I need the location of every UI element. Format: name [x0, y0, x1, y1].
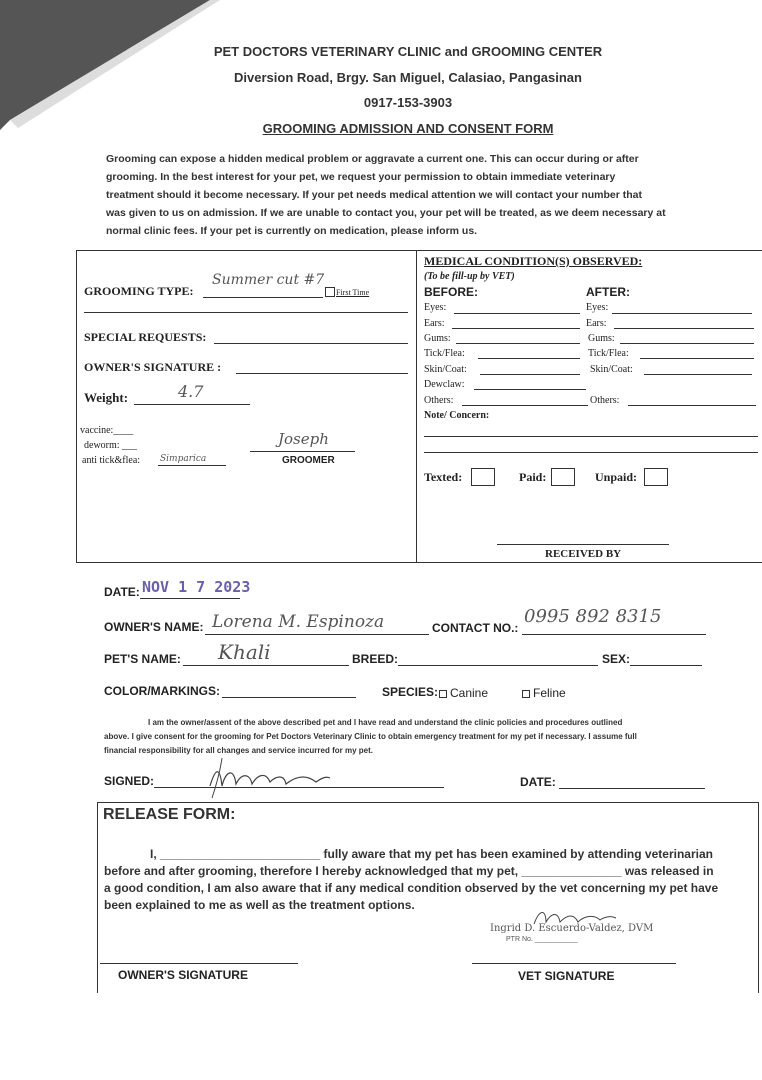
- after-gums: Gums:: [588, 333, 615, 344]
- note-line[interactable]: [424, 436, 758, 437]
- release-title: RELEASE FORM:: [103, 806, 236, 823]
- intro-line: normal clinic fees. If your pet is currently on medication, please inform us.: [106, 225, 478, 237]
- feline-checkbox[interactable]: [522, 690, 530, 698]
- texted-label: Texted:: [424, 470, 463, 484]
- paid-checkbox[interactable]: [551, 468, 575, 486]
- consent-line: financial responsibility for all changes and service incurred for my pet.: [104, 746, 373, 755]
- weight-label: Weight:: [84, 390, 129, 405]
- owner-signature-scribble[interactable]: [206, 756, 336, 800]
- intro-paragraph: [106, 150, 716, 240]
- first-time-label: First Time: [336, 288, 370, 297]
- before-others-line[interactable]: [462, 405, 588, 406]
- before-tick-line[interactable]: [478, 358, 580, 359]
- date-label: DATE:: [104, 585, 140, 599]
- release-line: I, ________________________ fully aware that my pet has been examined by attending veterinarian: [150, 847, 713, 861]
- vet-stamp-name: Ingrid D. Escuerdo-Valdez, DVM: [490, 923, 654, 934]
- vet-stamp-ptr: PTR No. ___________: [506, 936, 578, 943]
- date-line: [140, 598, 240, 599]
- signed-label: SIGNED:: [104, 774, 155, 788]
- color-line[interactable]: [222, 697, 356, 698]
- before-gums-line[interactable]: [456, 343, 580, 344]
- before-skin-line[interactable]: [480, 374, 580, 375]
- breed-label: BREED:: [352, 652, 399, 666]
- after-eyes-line[interactable]: [612, 313, 752, 314]
- grooming-type-line: [203, 297, 323, 298]
- paid-label: Paid:: [519, 470, 547, 484]
- clinic-address: Diversion Road, Brgy. San Miguel, Calasiao, Pangasinan: [234, 70, 582, 85]
- owners-signature-line[interactable]: [236, 373, 408, 374]
- contact-value[interactable]: 0995 892 8315: [524, 606, 662, 627]
- groomer-line: [250, 451, 355, 452]
- antitick-value[interactable]: Simparica: [160, 454, 207, 464]
- species-label: SPECIES:: [382, 685, 439, 699]
- sex-label: SEX:: [602, 652, 631, 666]
- before-tick: Tick/Flea:: [424, 348, 465, 359]
- after-skin: Skin/Coat:: [590, 364, 633, 375]
- unpaid-label: Unpaid:: [595, 470, 638, 484]
- groomer-label: GROOMER: [282, 455, 335, 466]
- owner-sig-label: OWNER'S SIGNATURE: [118, 968, 248, 982]
- after-others: Others:: [590, 395, 620, 406]
- before-dewclaw-line[interactable]: [474, 389, 586, 390]
- after-gums-line[interactable]: [620, 343, 754, 344]
- release-line: before and after grooming, therefore I hereby acknowledged that my pet, _______________ was released in: [104, 864, 714, 878]
- weight-line: [134, 404, 250, 405]
- clinic-phone: 0917-153-3903: [363, 95, 453, 110]
- antitick-label: anti tick&flea:: [82, 455, 141, 466]
- after-ears: Ears:: [586, 318, 607, 329]
- after-tick: Tick/Flea:: [588, 348, 629, 359]
- texted-checkbox[interactable]: [471, 468, 495, 486]
- before-label: BEFORE:: [424, 285, 478, 299]
- release-line: been explained to me as well as the treatment options.: [104, 898, 415, 912]
- color-label: COLOR/MARKINGS:: [104, 684, 220, 698]
- received-by-label: RECEIVED BY: [545, 548, 622, 560]
- breed-line[interactable]: [398, 665, 598, 666]
- antitick-line: [158, 465, 226, 466]
- before-eyes: Eyes:: [424, 302, 447, 313]
- before-ears: Ears:: [424, 318, 445, 329]
- first-time-checkbox[interactable]: [325, 287, 335, 297]
- pet-name-line: [183, 665, 349, 666]
- note-label: Note/ Concern:: [424, 410, 490, 421]
- received-by-line[interactable]: [497, 544, 669, 545]
- medical-subtitle: (To be fill-up by VET): [424, 271, 515, 282]
- after-ears-line[interactable]: [614, 328, 754, 329]
- owner-name-label: OWNER'S NAME:: [104, 620, 204, 634]
- release-paragraph: [104, 846, 754, 914]
- medical-title: MEDICAL CONDITION(S) OBSERVED:: [424, 254, 643, 268]
- after-others-line[interactable]: [628, 405, 756, 406]
- intro-line: Grooming can expose a hidden medical problem or aggravate a current one. This can occur during or after: [106, 153, 639, 165]
- deworm-label: deworm: ___: [84, 440, 138, 451]
- intro-line: treatment should it become necessary. If your pet needs medical attention we will contact your number that: [106, 189, 643, 201]
- vet-sig-label: VET SIGNATURE: [518, 969, 615, 983]
- unpaid-checkbox[interactable]: [644, 468, 668, 486]
- table-divider: [416, 250, 417, 562]
- note-line[interactable]: [424, 452, 758, 453]
- after-eyes: Eyes:: [586, 302, 609, 313]
- grooming-extra-line: [84, 312, 408, 313]
- intro-line: was given to us on admission. If we are unable to contact you, your pet will be treated, as we deem necessary at: [106, 207, 666, 219]
- contact-label: CONTACT NO.:: [432, 621, 519, 635]
- before-gums: Gums:: [424, 333, 451, 344]
- date2-line[interactable]: [559, 788, 705, 789]
- canine-label: Canine: [450, 686, 489, 700]
- canine-checkbox[interactable]: [439, 690, 447, 698]
- intro-line: grooming. In the best interest for your pet, we request your permission to obtain immediate veterinary: [106, 171, 616, 183]
- owner-name-line: [205, 634, 429, 635]
- before-others: Others:: [424, 395, 454, 406]
- release-line: a good condition, I am also aware that if any medical condition observed by the vet concerning my pet have: [104, 881, 719, 895]
- owner-name-value[interactable]: Lorena M. Espinoza: [212, 612, 385, 632]
- vet-signature-scribble: [528, 904, 618, 934]
- form-title: GROOMING ADMISSION AND CONSENT FORM: [262, 121, 554, 136]
- before-dewclaw: Dewclaw:: [424, 379, 465, 390]
- before-ears-line[interactable]: [452, 328, 580, 329]
- special-requests-label: SPECIAL REQUESTS:: [84, 330, 207, 344]
- consent-line: above. I give consent for the grooming for Pet Doctors Veterinary Clinic to obtain emergency treatment for my pet if necessary. I assume full: [104, 732, 637, 741]
- date2-label: DATE:: [520, 775, 556, 789]
- feline-label: Feline: [533, 686, 566, 700]
- before-eyes-line[interactable]: [454, 313, 580, 314]
- after-label: AFTER:: [586, 285, 630, 299]
- pet-name-value[interactable]: Khali: [218, 640, 271, 664]
- grooming-type-value[interactable]: Summer cut #7: [212, 272, 325, 288]
- contact-line: [522, 634, 706, 635]
- owner-sig-line[interactable]: [100, 963, 298, 964]
- consent-paragraph: [104, 716, 712, 758]
- weight-value[interactable]: 4.7: [178, 382, 204, 401]
- groomer-value[interactable]: Joseph: [278, 430, 329, 448]
- before-skin: Skin/Coat:: [424, 364, 467, 375]
- date-stamp[interactable]: NOV 1 7 2023: [142, 578, 251, 596]
- clinic-name: PET DOCTORS VETERINARY CLINIC and GROOMING CENTER: [213, 44, 603, 59]
- sex-line[interactable]: [630, 665, 702, 666]
- vaccine-label: vaccine:____: [80, 425, 134, 436]
- owners-signature-label: OWNER'S SIGNATURE :: [84, 360, 222, 374]
- special-requests-line[interactable]: [214, 343, 408, 344]
- consent-line: I am the owner/assent of the above described pet and I have read and understand the clinic policies and procedures outlined: [148, 718, 623, 727]
- grooming-type-label: GROOMING TYPE:: [84, 284, 194, 298]
- vet-sig-line[interactable]: [472, 963, 676, 964]
- pet-name-label: PET'S NAME:: [104, 652, 181, 666]
- after-skin-line[interactable]: [644, 374, 752, 375]
- after-tick-line[interactable]: [640, 358, 754, 359]
